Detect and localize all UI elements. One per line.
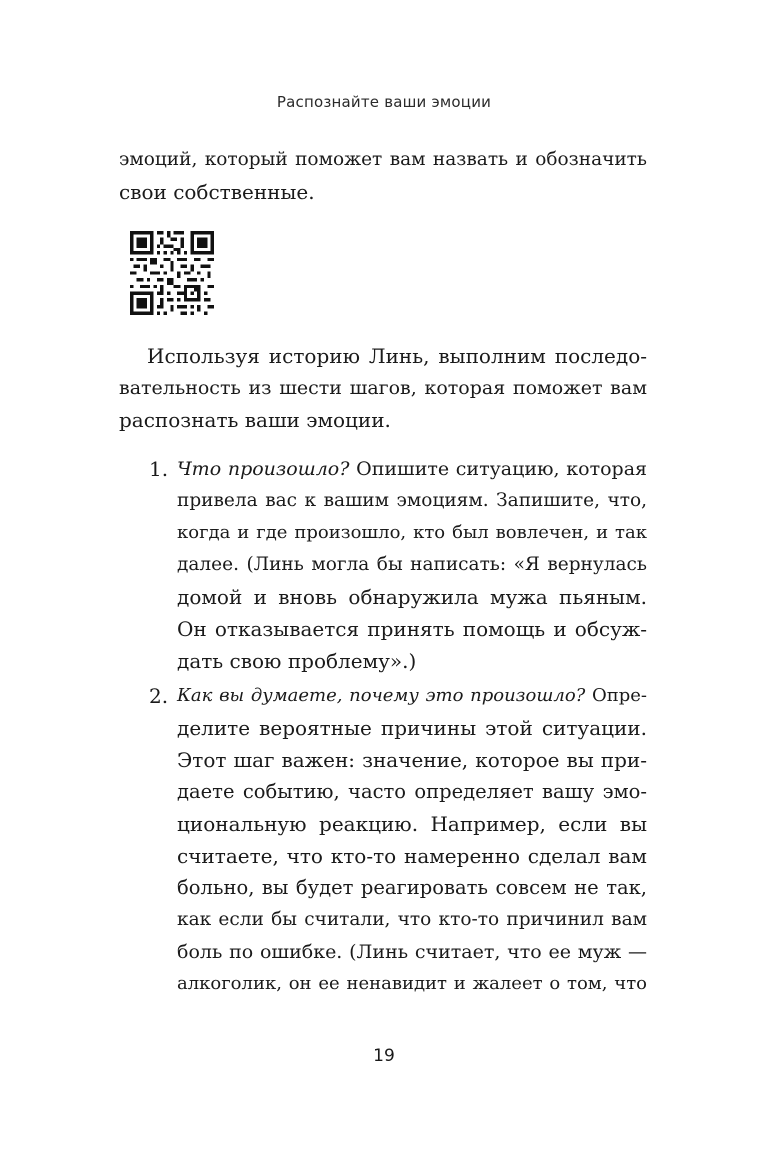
step-question: Как вы думаете, почему это произошло?	[177, 685, 586, 706]
text-line: боль по ошибке. (Линь считает, что ее муж —	[177, 941, 647, 963]
list-number: 1.	[149, 457, 169, 481]
text-line: Используя историю Линь, выполним последо-	[147, 344, 647, 368]
text-line: распознать ваши эмоции.	[119, 408, 391, 432]
qr-code-icon[interactable]	[130, 231, 214, 315]
text-line	[177, 453, 647, 485]
page-number: 19	[373, 1046, 395, 1066]
text-line	[177, 680, 647, 712]
intro-paragraph	[119, 144, 647, 208]
text-line: когда и где произошло, кто был вовлечен, и так	[177, 522, 647, 543]
text-line: далее. (Линь могла бы написать: «Я вернулась	[177, 554, 647, 575]
text-line: считаете, что кто-то намеренно сделал вам	[177, 844, 647, 868]
step-question: Что произошло?	[177, 458, 350, 480]
text-line: дать свою проблему».)	[177, 649, 417, 673]
text-line: даете событию, часто определяет вашу эмо-	[177, 780, 647, 803]
running-head: Распознайте ваши эмоции	[276, 93, 492, 111]
lead-paragraph	[119, 340, 647, 436]
text-line: делите вероятные причины этой ситуации.	[177, 716, 647, 740]
text-line: вательность из шести шагов, которая поможет вам	[119, 377, 647, 399]
text-line: домой и вновь обнаружила мужа пьяным.	[177, 585, 647, 609]
text-line: больно, вы будет реагировать совсем не так,	[177, 876, 647, 899]
text-line: Он отказывается принять помощь и обсуж-	[177, 617, 647, 641]
text-fragment: Опишите ситуацию, которая	[349, 458, 648, 480]
text-line: свои собственные.	[119, 180, 315, 204]
text-line: Этот шаг важен: значение, которое вы при-	[177, 748, 647, 772]
text-line: как если бы считали, что кто-то причинил вам	[177, 909, 647, 930]
text-line: эмоций, который поможет вам назвать и обозначить	[119, 149, 647, 170]
list-item-text	[177, 680, 647, 1000]
list-item-text	[177, 453, 647, 677]
text-line: алкоголик, он ее ненавидит и жалеет о том, что	[177, 973, 647, 994]
list-number: 2.	[149, 684, 169, 708]
text-line: привела вас к вашим эмоциям. Запишите, что,	[177, 490, 647, 511]
text-line: циональную реакцию. Например, если вы	[177, 812, 647, 836]
text-fragment: Опре-	[585, 685, 647, 706]
